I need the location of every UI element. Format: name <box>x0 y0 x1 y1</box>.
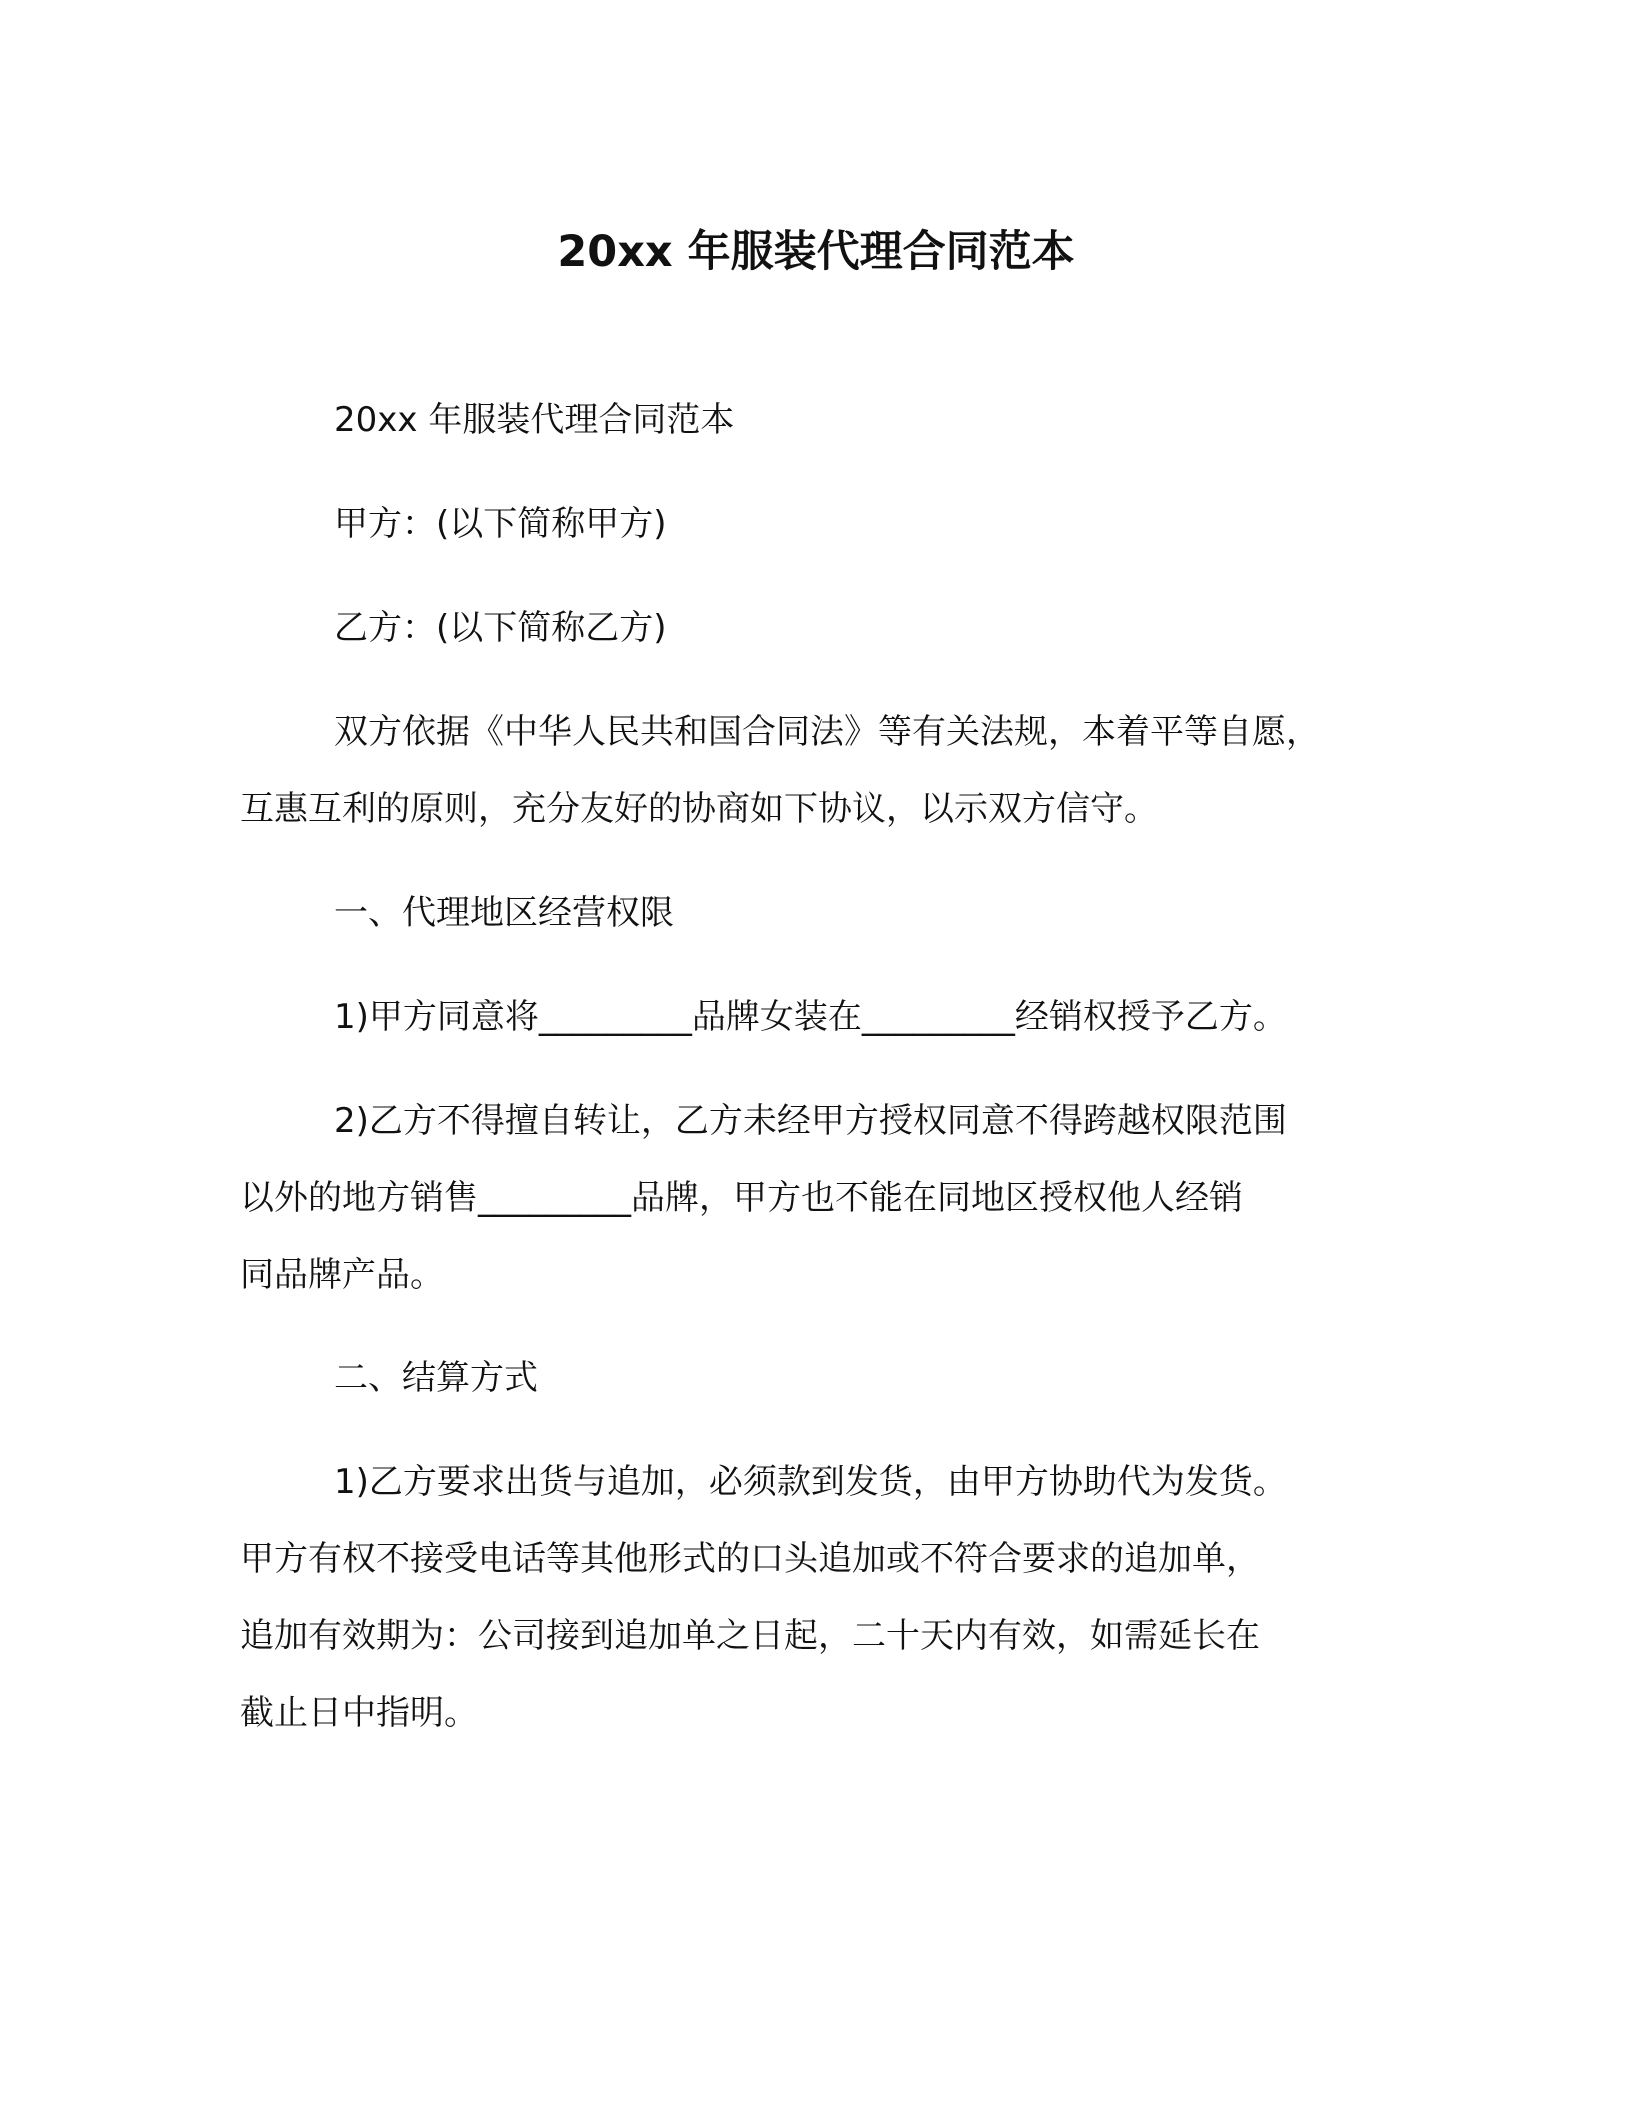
paragraph-line: 乙方：(以下简称乙方) <box>334 608 667 648</box>
paragraph-line: 双方依据《中华人民共和国合同法》等有关法规，本着平等自愿， <box>334 712 1320 752</box>
paragraph-line: 2)乙方不得擅自转让，乙方未经甲方授权同意不得跨越权限范围 <box>334 1101 1287 1141</box>
paragraph-party-a <box>240 486 1400 563</box>
paragraph-preamble <box>240 694 1400 848</box>
paragraph-line: 互惠互利的原则，充分友好的协商如下协议，以示双方信守。 <box>240 789 1158 829</box>
clause-2-1 <box>240 1444 1400 1752</box>
paragraph-party-b <box>240 590 1400 667</box>
section-heading-2 <box>240 1340 1400 1417</box>
paragraph-line: 同品牌产品。 <box>240 1255 444 1295</box>
paragraph-line: 1)甲方同意将_________品牌女装在_________经销权授予乙方。 <box>334 997 1287 1037</box>
paragraph-line: 二、结算方式 <box>334 1358 538 1398</box>
clause-1-1 <box>240 979 1400 1056</box>
paragraph-subtitle <box>240 382 1400 459</box>
paragraph-line: 一、代理地区经营权限 <box>334 893 674 933</box>
paragraph-line: 以外的地方销售_________品牌，甲方也不能在同地区授权他人经销 <box>240 1178 1243 1218</box>
document-title: 20xx 年服装代理合同范本 <box>557 227 1075 277</box>
paragraph-line: 甲方：(以下简称甲方) <box>334 504 667 544</box>
clause-1-2 <box>240 1083 1400 1314</box>
paragraph-line: 截止日中指明。 <box>240 1693 478 1733</box>
paragraph-line: 追加有效期为：公司接到追加单之日起，二十天内有效，如需延长在 <box>240 1616 1260 1656</box>
paragraph-line: 甲方有权不接受电话等其他形式的口头追加或不符合要求的追加单， <box>240 1539 1260 1579</box>
paragraph-line: 20xx 年服装代理合同范本 <box>334 400 735 440</box>
paragraph-line: 1)乙方要求出货与追加，必须款到发货，由甲方协助代为发货。 <box>334 1462 1287 1502</box>
section-heading-1 <box>240 875 1400 952</box>
